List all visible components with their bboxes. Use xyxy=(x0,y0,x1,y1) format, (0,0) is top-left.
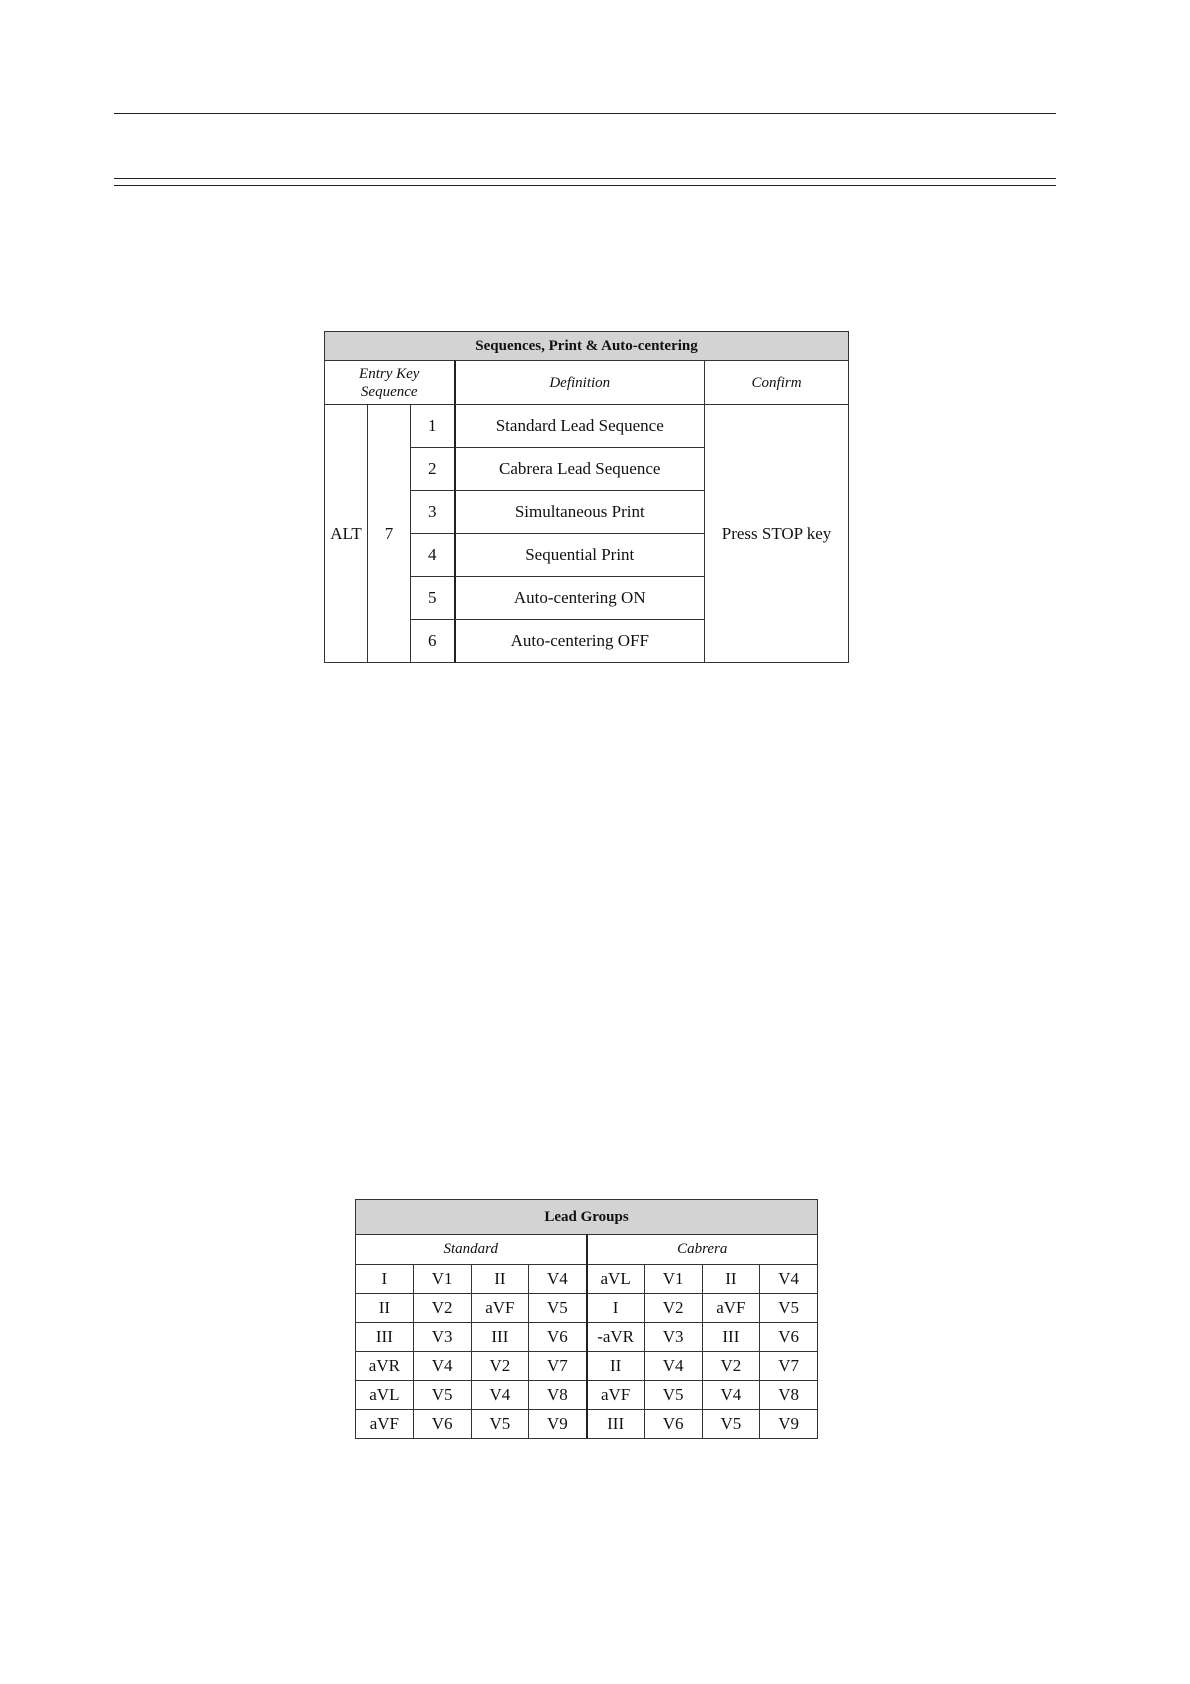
standard-lead-cell: V2 xyxy=(471,1352,529,1381)
cabrera-lead-cell: V4 xyxy=(702,1381,760,1410)
cabrera-lead-cell: III xyxy=(587,1410,645,1439)
definition-cell: Simultaneous Print xyxy=(455,491,705,534)
header-rule xyxy=(114,113,1056,114)
confirm-cell: Press STOP key xyxy=(705,405,849,663)
standard-lead-cell: V8 xyxy=(529,1381,587,1410)
key-number: 6 xyxy=(411,620,455,663)
standard-lead-cell: V9 xyxy=(529,1410,587,1439)
standard-lead-cell: V7 xyxy=(529,1352,587,1381)
cabrera-lead-cell: V2 xyxy=(702,1352,760,1381)
cabrera-lead-cell: V5 xyxy=(702,1410,760,1439)
cabrera-lead-cell: V7 xyxy=(760,1352,818,1381)
lead-row xyxy=(356,1410,818,1439)
standard-header: Standard xyxy=(356,1235,587,1265)
cabrera-header: Cabrera xyxy=(587,1235,818,1265)
confirm-header: Confirm xyxy=(705,361,849,405)
cabrera-lead-cell: V4 xyxy=(760,1265,818,1294)
cabrera-lead-cell: V8 xyxy=(760,1381,818,1410)
standard-lead-cell: V3 xyxy=(413,1323,471,1352)
standard-lead-cell: V4 xyxy=(471,1381,529,1410)
cabrera-lead-cell: V2 xyxy=(644,1294,702,1323)
lead-groups-table xyxy=(355,1199,818,1439)
key-number: 1 xyxy=(411,405,455,448)
cabrera-lead-cell: I xyxy=(587,1294,645,1323)
standard-lead-cell: V2 xyxy=(413,1294,471,1323)
cabrera-lead-cell: II xyxy=(587,1352,645,1381)
cabrera-lead-cell: V1 xyxy=(644,1265,702,1294)
standard-lead-cell: V6 xyxy=(413,1410,471,1439)
standard-lead-cell: III xyxy=(356,1323,414,1352)
sequences-table-title: Sequences, Print & Auto-centering xyxy=(325,332,849,361)
standard-lead-cell: V5 xyxy=(529,1294,587,1323)
lead-groups-body xyxy=(356,1265,818,1439)
cabrera-lead-cell: V6 xyxy=(760,1323,818,1352)
standard-lead-cell: II xyxy=(471,1265,529,1294)
cabrera-lead-cell: V6 xyxy=(644,1410,702,1439)
standard-lead-cell: V5 xyxy=(471,1410,529,1439)
key-number: 4 xyxy=(411,534,455,577)
cabrera-lead-cell: III xyxy=(702,1323,760,1352)
lead-row xyxy=(356,1265,818,1294)
standard-lead-cell: V4 xyxy=(413,1352,471,1381)
standard-lead-cell: II xyxy=(356,1294,414,1323)
standard-lead-cell: aVF xyxy=(471,1294,529,1323)
key-7: 7 xyxy=(368,405,411,663)
standard-lead-cell: III xyxy=(471,1323,529,1352)
cabrera-lead-cell: II xyxy=(702,1265,760,1294)
definition-header: Definition xyxy=(455,361,705,405)
standard-lead-cell: aVF xyxy=(356,1410,414,1439)
cabrera-lead-cell: aVF xyxy=(587,1381,645,1410)
cabrera-lead-cell: V3 xyxy=(644,1323,702,1352)
lead-row xyxy=(356,1294,818,1323)
standard-lead-cell: V1 xyxy=(413,1265,471,1294)
standard-lead-cell: I xyxy=(356,1265,414,1294)
definition-cell: Sequential Print xyxy=(455,534,705,577)
standard-lead-cell: V4 xyxy=(529,1265,587,1294)
definition-cell: Auto-centering OFF xyxy=(455,620,705,663)
header-double-rule-bottom xyxy=(114,185,1056,186)
lead-groups-title: Lead Groups xyxy=(356,1200,818,1235)
cabrera-lead-cell: V9 xyxy=(760,1410,818,1439)
cabrera-lead-cell: V5 xyxy=(760,1294,818,1323)
cabrera-lead-cell: -aVR xyxy=(587,1323,645,1352)
header-double-rule-top xyxy=(114,178,1056,179)
cabrera-lead-cell: V5 xyxy=(644,1381,702,1410)
lead-row xyxy=(356,1381,818,1410)
key-number: 3 xyxy=(411,491,455,534)
entry-key-sequence-header: Entry Key Sequence xyxy=(325,361,455,405)
lead-row xyxy=(356,1323,818,1352)
lead-row xyxy=(356,1352,818,1381)
key-alt: ALT xyxy=(325,405,368,663)
definition-cell: Cabrera Lead Sequence xyxy=(455,448,705,491)
definition-cell: Auto-centering ON xyxy=(455,577,705,620)
definition-cell: Standard Lead Sequence xyxy=(455,405,705,448)
sequences-table xyxy=(324,331,849,663)
key-number: 2 xyxy=(411,448,455,491)
cabrera-lead-cell: aVF xyxy=(702,1294,760,1323)
cabrera-lead-cell: V4 xyxy=(644,1352,702,1381)
key-number: 5 xyxy=(411,577,455,620)
standard-lead-cell: V6 xyxy=(529,1323,587,1352)
standard-lead-cell: aVL xyxy=(356,1381,414,1410)
cabrera-lead-cell: aVL xyxy=(587,1265,645,1294)
standard-lead-cell: V5 xyxy=(413,1381,471,1410)
standard-lead-cell: aVR xyxy=(356,1352,414,1381)
